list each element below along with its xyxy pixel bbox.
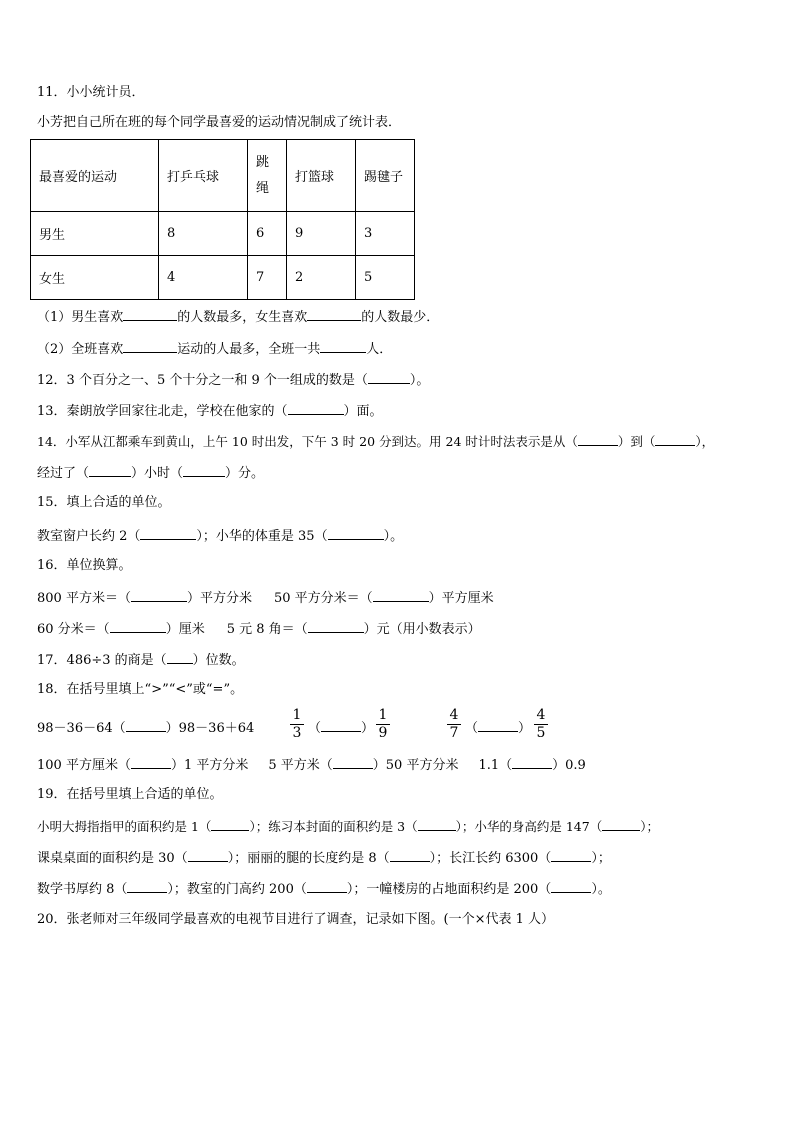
answer-blank[interactable] bbox=[110, 620, 166, 633]
answer-blank[interactable] bbox=[183, 464, 225, 477]
answer-blank[interactable] bbox=[578, 433, 618, 446]
header-cell: 打篮球 bbox=[287, 140, 356, 212]
table-cell: 5 bbox=[356, 256, 415, 300]
q18-expr1: 98－36－64（ ）98－36＋64 bbox=[37, 721, 255, 736]
header-cell: 跳 绳 bbox=[248, 140, 287, 212]
answer-blank[interactable] bbox=[211, 818, 249, 831]
answer-blank[interactable] bbox=[333, 756, 373, 769]
answer-blank[interactable] bbox=[89, 464, 131, 477]
q13: 13．秦朗放学回家往北走，学校在他家的（ ）面。 bbox=[37, 404, 383, 419]
q11-sub2: （2）全班喜欢 运动的人最多，全班一共 人． bbox=[37, 342, 393, 357]
q11-title: 11．小小统计员． bbox=[37, 85, 145, 100]
table-cell: 4 bbox=[159, 256, 248, 300]
q16-line1: 800 平方米＝（ ）平方分米 50 平方分米＝（ ）平方厘米 bbox=[37, 591, 494, 606]
answer-blank[interactable] bbox=[320, 340, 366, 353]
answer-blank[interactable] bbox=[307, 880, 347, 893]
answer-blank[interactable] bbox=[418, 818, 456, 831]
table-cell: 2 bbox=[287, 256, 356, 300]
answer-blank[interactable] bbox=[126, 719, 166, 732]
answer-blank[interactable] bbox=[373, 589, 429, 602]
header-cell: 打乒乓球 bbox=[159, 140, 248, 212]
sport-statistics-table bbox=[30, 139, 415, 300]
table-cell: 7 bbox=[248, 256, 287, 300]
answer-blank[interactable] bbox=[602, 818, 640, 831]
table-header-row bbox=[31, 140, 415, 212]
table-cell: 8 bbox=[159, 212, 248, 256]
answer-blank[interactable] bbox=[131, 756, 171, 769]
answer-blank[interactable] bbox=[478, 719, 518, 732]
answer-blank[interactable] bbox=[127, 880, 167, 893]
q18-frac2-compare: （ ） bbox=[465, 721, 532, 736]
answer-blank[interactable] bbox=[288, 402, 344, 415]
table-row bbox=[31, 256, 415, 300]
fraction-four-fifths: $\frac{4}{5}$ bbox=[534, 707, 548, 742]
answer-blank[interactable] bbox=[188, 849, 228, 862]
q19-line3: 数学书厚约 8（ ）；教室的门高约 200（ ）；一幢楼房的占地面积约是 200（ ）。 bbox=[37, 882, 611, 897]
q18-frac1-compare: （ ） bbox=[308, 721, 375, 736]
answer-blank[interactable] bbox=[551, 849, 591, 862]
table-cell: 3 bbox=[356, 212, 415, 256]
q14-line1: 14．小军从江都乘车到黄山，上午 10 时出发，下午 3 时 20 分到达。用 24 时计时法表示是从（ ）到（ ）， bbox=[37, 434, 715, 449]
q20: 20．张老师对三年级同学最喜欢的电视节目进行了调查，记录如下图。(一个×代表 1 人） bbox=[37, 912, 555, 927]
answer-blank[interactable] bbox=[307, 308, 361, 321]
q14-line2: 经过了（ ）小时（ ）分。 bbox=[37, 466, 265, 481]
table-cell: 6 bbox=[248, 212, 287, 256]
header-cell: 踢毽子 bbox=[356, 140, 415, 212]
q11-intro: 小芳把自己所在班的每个同学最喜爱的运动情况制成了统计表． bbox=[37, 115, 402, 130]
answer-blank[interactable] bbox=[131, 589, 187, 602]
q18-title: 18．在括号里填上“>”“<”或“=”。 bbox=[37, 682, 244, 697]
q18-line3: 100 平方厘米（ ）1 平方分米 5 平方米（ ）50 平方分米 1.1（ ）0.9 bbox=[37, 758, 586, 773]
table-cell: 女生 bbox=[31, 256, 159, 300]
answer-blank[interactable] bbox=[655, 433, 695, 446]
answer-blank[interactable] bbox=[123, 340, 177, 353]
q16-line2: 60 分米＝（ ）厘米 5 元 8 角＝（ ）元（用小数表示） bbox=[37, 622, 481, 637]
q11-sub1: （1）男生喜欢 的人数最多，女生喜欢 的人数最少． bbox=[37, 310, 440, 325]
table-cell: 男生 bbox=[31, 212, 159, 256]
answer-blank[interactable] bbox=[512, 756, 552, 769]
table-cell: 9 bbox=[287, 212, 356, 256]
answer-blank[interactable] bbox=[308, 620, 364, 633]
answer-blank[interactable] bbox=[551, 880, 591, 893]
fraction-four-sevenths: $\frac{4}{7}$ bbox=[447, 707, 461, 742]
q12: 12．3 个百分之一、5 个十分之一和 9 个一组成的数是（ ）。 bbox=[37, 373, 430, 388]
fraction-one-third: $\frac{1}{3}$ bbox=[290, 707, 304, 742]
q15-line: 教室窗户长约 2（ ）；小华的体重是 35（ ）。 bbox=[37, 529, 404, 544]
header-cell: 最喜爱的运动 bbox=[31, 140, 159, 212]
q19-line1: 小明大拇指指甲的面积约是 1（ ）；练习本封面的面积约是 3（ ）；小华的身高约是 147（ ）； bbox=[37, 819, 659, 834]
answer-blank[interactable] bbox=[390, 849, 430, 862]
table-row bbox=[31, 212, 415, 256]
q16-title: 16．单位换算。 bbox=[37, 558, 132, 573]
answer-blank[interactable] bbox=[140, 527, 196, 540]
answer-blank[interactable] bbox=[167, 651, 193, 664]
answer-blank[interactable] bbox=[321, 719, 361, 732]
fraction-one-ninth: $\frac{1}{9}$ bbox=[376, 707, 390, 742]
q19-line2: 课桌桌面的面积约是 30（ ）；丽丽的腿的长度约是 8（ ）；长江长约 6300（ ）； bbox=[37, 851, 611, 866]
q19-title: 19．在括号里填上合适的单位。 bbox=[37, 787, 223, 802]
answer-blank[interactable] bbox=[123, 308, 177, 321]
q15-title: 15．填上合适的单位。 bbox=[37, 495, 171, 510]
answer-blank[interactable] bbox=[368, 371, 410, 384]
answer-blank[interactable] bbox=[328, 527, 384, 540]
q17: 17．486÷3 的商是（ ）位数。 bbox=[37, 653, 245, 668]
